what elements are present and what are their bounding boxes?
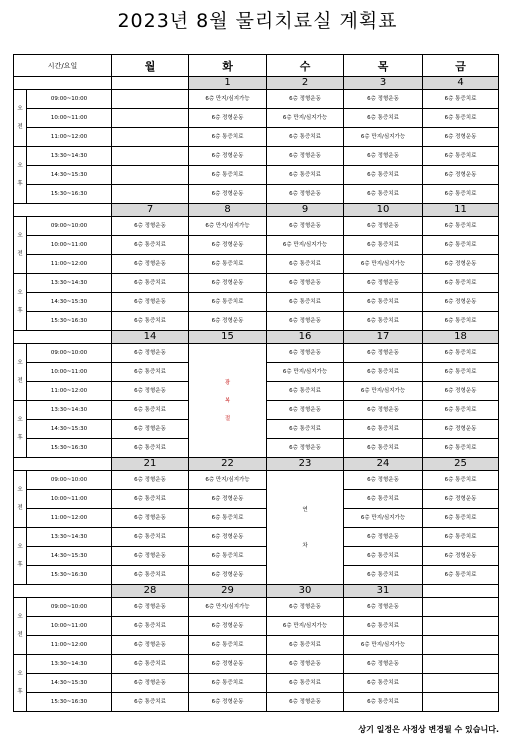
time-slot-label: 15:30~16:30 [27, 185, 112, 204]
table-row [14, 109, 499, 128]
schedule-cell: 6층 통증치료 [344, 547, 423, 566]
date-cell: 2 [267, 77, 344, 90]
schedule-cell: 6층 통증치료 [112, 236, 189, 255]
schedule-cell: 6층 정형운동 [112, 344, 189, 363]
schedule-cell: 6층 통증치료 [112, 566, 189, 585]
time-slot-label: 15:30~16:30 [27, 566, 112, 585]
schedule-cell: 6층 통증치료 [423, 344, 499, 363]
table-row [14, 636, 499, 655]
date-cell: 17 [344, 331, 423, 344]
schedule-cell: 6층 통증치료 [267, 420, 344, 439]
schedule-cell: 6층 통증치료 [344, 293, 423, 312]
schedule-cell: 6층 통증치료 [344, 312, 423, 331]
table-row [14, 90, 499, 109]
table-row [14, 509, 499, 528]
day-header: 수 [267, 55, 344, 77]
header-row [14, 55, 499, 77]
am-label: 오 전 [14, 217, 27, 274]
date-cell: 3 [344, 77, 423, 90]
schedule-cell: 6층 만지/심지가능 [189, 598, 267, 617]
schedule-cell: 6층 통증치료 [344, 566, 423, 585]
schedule-cell: 6층 통증치료 [189, 547, 267, 566]
date-cell: 7 [112, 204, 189, 217]
schedule-cell: 6층 만지/심지가능 [344, 636, 423, 655]
schedule-cell: 6층 통증치료 [189, 166, 267, 185]
schedule-cell: 6층 정형운동 [189, 312, 267, 331]
date-cell: 30 [267, 585, 344, 598]
schedule-cell: 6층 정형운동 [423, 382, 499, 401]
schedule-cell: 6층 정형운동 [344, 598, 423, 617]
schedule-cell: 6층 통증치료 [112, 617, 189, 636]
time-slot-label: 14:30~15:30 [27, 420, 112, 439]
date-row [14, 458, 499, 471]
am-label: 오 전 [14, 471, 27, 528]
schedule-cell: 6층 통증치료 [423, 90, 499, 109]
schedule-cell: 6층 만지/심지가능 [344, 382, 423, 401]
schedule-cell: 6층 정형운동 [189, 274, 267, 293]
schedule-cell: 6층 통증치료 [344, 617, 423, 636]
time-day-header: 시간/요일 [14, 55, 112, 77]
schedule-cell: 6층 정형운동 [344, 90, 423, 109]
schedule-cell [423, 598, 499, 617]
pm-label: 오 후 [14, 528, 27, 585]
day-header: 금 [423, 55, 499, 77]
schedule-cell: 6층 통증치료 [423, 185, 499, 204]
schedule-cell: 6층 통증치료 [344, 109, 423, 128]
schedule-cell: 6층 정형운동 [189, 147, 267, 166]
pm-label: 오 후 [14, 401, 27, 458]
day-header: 월 [112, 55, 189, 77]
time-slot-label: 10:00~11:00 [27, 236, 112, 255]
table-row [14, 166, 499, 185]
date-cell: 15 [189, 331, 267, 344]
schedule-cell: 6층 통증치료 [112, 312, 189, 331]
schedule-cell: 6층 통증치료 [423, 217, 499, 236]
schedule-cell: 6층 통증치료 [189, 636, 267, 655]
time-slot-label: 11:00~12:00 [27, 128, 112, 147]
schedule-cell: 6층 통증치료 [423, 109, 499, 128]
time-slot-label: 15:30~16:30 [27, 312, 112, 331]
schedule-cell: 6층 만지/심지가능 [189, 471, 267, 490]
schedule-cell [112, 128, 189, 147]
schedule-cell: 6층 정형운동 [189, 185, 267, 204]
schedule-cell: 6층 통증치료 [112, 693, 189, 712]
schedule-cell [112, 185, 189, 204]
schedule-cell: 6층 정형운동 [267, 598, 344, 617]
schedule-cell: 6층 만지/심지가능 [189, 217, 267, 236]
schedule-cell [112, 109, 189, 128]
time-slot-label: 10:00~11:00 [27, 109, 112, 128]
table-row [14, 566, 499, 585]
table-row [14, 471, 499, 490]
schedule-cell: 6층 정형운동 [344, 344, 423, 363]
table-row [14, 344, 499, 363]
schedule-cell: 6층 통증치료 [344, 185, 423, 204]
date-cell: 10 [344, 204, 423, 217]
schedule-cell: 6층 통증치료 [112, 655, 189, 674]
schedule-cell: 6층 정형운동 [423, 255, 499, 274]
schedule-cell: 6층 정형운동 [189, 693, 267, 712]
table-row [14, 490, 499, 509]
schedule-cell: 6층 통증치료 [189, 509, 267, 528]
table-row [14, 185, 499, 204]
date-cell: 29 [189, 585, 267, 598]
schedule-cell: 6층 통증치료 [423, 509, 499, 528]
schedule-cell: 6층 정형운동 [267, 439, 344, 458]
schedule-cell: 6층 정형운동 [267, 344, 344, 363]
time-slot-label: 09:00~10:00 [27, 471, 112, 490]
schedule-cell: 6층 통증치료 [112, 439, 189, 458]
schedule-cell [423, 674, 499, 693]
holiday-cell: 광 복 절 [189, 344, 267, 458]
schedule-cell: 6층 통증치료 [189, 128, 267, 147]
time-slot-label: 11:00~12:00 [27, 382, 112, 401]
schedule-cell: 6층 통증치료 [267, 166, 344, 185]
schedule-cell: 6층 통증치료 [344, 363, 423, 382]
schedule-cell: 6층 통증치료 [267, 636, 344, 655]
time-slot-label: 09:00~10:00 [27, 344, 112, 363]
time-slot-label: 15:30~16:30 [27, 439, 112, 458]
schedule-cell: 6층 만지/심지가능 [344, 128, 423, 147]
am-label: 오 전 [14, 598, 27, 655]
holiday-cell: 연 차 [267, 471, 344, 585]
date-cell: 8 [189, 204, 267, 217]
date-cell: 9 [267, 204, 344, 217]
schedule-cell: 6층 정형운동 [267, 655, 344, 674]
time-slot-label: 14:30~15:30 [27, 293, 112, 312]
table-row [14, 128, 499, 147]
schedule-cell: 6층 정형운동 [189, 528, 267, 547]
schedule-cell: 6층 만지/심지가능 [267, 363, 344, 382]
table-row [14, 274, 499, 293]
time-slot-label: 11:00~12:00 [27, 509, 112, 528]
schedule-cell: 6층 통증치료 [267, 255, 344, 274]
time-slot-label: 15:30~16:30 [27, 693, 112, 712]
am-label: 오 전 [14, 90, 27, 147]
schedule-cell: 6층 통증치료 [189, 255, 267, 274]
time-slot-label: 14:30~15:30 [27, 674, 112, 693]
schedule-cell: 6층 정형운동 [112, 471, 189, 490]
date-row [14, 585, 499, 598]
schedule-cell: 6층 정형운동 [267, 312, 344, 331]
date-cell: 22 [189, 458, 267, 471]
schedule-cell: 6층 정형운동 [423, 128, 499, 147]
schedule-cell: 6층 통증치료 [423, 471, 499, 490]
schedule-cell: 6층 정형운동 [112, 382, 189, 401]
date-row-spacer [14, 458, 112, 471]
schedule-cell: 6층 통증치료 [189, 674, 267, 693]
schedule-cell: 6층 통증치료 [267, 293, 344, 312]
schedule-cell: 6층 통증치료 [423, 363, 499, 382]
schedule-cell: 6층 통증치료 [344, 490, 423, 509]
schedule-cell: 6층 정형운동 [189, 109, 267, 128]
schedule-cell: 6층 통증치료 [112, 401, 189, 420]
schedule-cell: 6층 통증치료 [189, 293, 267, 312]
schedule-cell: 6층 통증치료 [344, 420, 423, 439]
schedule-cell: 6층 정형운동 [267, 90, 344, 109]
schedule-cell: 6층 정형운동 [267, 274, 344, 293]
time-slot-label: 11:00~12:00 [27, 255, 112, 274]
table-row [14, 617, 499, 636]
schedule-cell: 6층 통증치료 [112, 274, 189, 293]
schedule-cell: 6층 정형운동 [344, 655, 423, 674]
time-slot-label: 10:00~11:00 [27, 490, 112, 509]
schedule-cell: 6층 통증치료 [344, 166, 423, 185]
schedule-cell: 6층 통증치료 [423, 312, 499, 331]
schedule-cell: 6층 만지/심지가능 [267, 617, 344, 636]
schedule-cell: 6층 정형운동 [344, 528, 423, 547]
schedule-cell: 6층 정형운동 [112, 636, 189, 655]
schedule-cell: 6층 정형운동 [112, 293, 189, 312]
time-slot-label: 13:30~14:30 [27, 528, 112, 547]
schedule-cell: 6층 정형운동 [344, 471, 423, 490]
date-row-spacer [14, 204, 112, 217]
schedule-cell: 6층 정형운동 [112, 598, 189, 617]
schedule-cell: 6층 정형운동 [189, 490, 267, 509]
date-row [14, 204, 499, 217]
schedule-table [13, 54, 499, 712]
schedule-cell [112, 147, 189, 166]
date-row-spacer [14, 331, 112, 344]
schedule-cell [423, 693, 499, 712]
schedule-cell [423, 617, 499, 636]
schedule-cell: 6층 만지/심지가능 [189, 90, 267, 109]
date-row-spacer [14, 585, 112, 598]
schedule-cell: 6층 정형운동 [344, 274, 423, 293]
time-slot-label: 10:00~11:00 [27, 363, 112, 382]
date-cell: 4 [423, 77, 499, 90]
date-cell: 1 [189, 77, 267, 90]
page-title: 2023년 8월 물리치료실 계획표 [117, 10, 398, 32]
table-row [14, 655, 499, 674]
schedule-cell: 6층 정형운동 [112, 509, 189, 528]
date-row-spacer [14, 77, 112, 90]
schedule-cell: 6층 정형운동 [267, 147, 344, 166]
date-cell: 18 [423, 331, 499, 344]
pm-label: 오 후 [14, 274, 27, 331]
schedule-cell: 6층 정형운동 [112, 547, 189, 566]
time-slot-label: 13:30~14:30 [27, 655, 112, 674]
date-cell: 28 [112, 585, 189, 598]
table-row [14, 147, 499, 166]
date-cell: 16 [267, 331, 344, 344]
day-header: 화 [189, 55, 267, 77]
date-row [14, 331, 499, 344]
schedule-cell: 6층 정형운동 [189, 655, 267, 674]
time-slot-label: 11:00~12:00 [27, 636, 112, 655]
schedule-cell: 6층 통증치료 [112, 490, 189, 509]
am-label: 오 전 [14, 344, 27, 401]
time-slot-label: 09:00~10:00 [27, 598, 112, 617]
schedule-cell: 6층 정형운동 [267, 401, 344, 420]
schedule-cell: 6층 정형운동 [112, 674, 189, 693]
table-row [14, 693, 499, 712]
time-slot-label: 10:00~11:00 [27, 617, 112, 636]
schedule-cell: 6층 정형운동 [423, 293, 499, 312]
date-cell: 24 [344, 458, 423, 471]
schedule-cell: 6층 통증치료 [423, 439, 499, 458]
schedule-cell: 6층 정형운동 [267, 693, 344, 712]
footer-note: 상기 일정은 사정상 변경될 수 있습니다. [358, 725, 499, 734]
schedule-body [14, 77, 499, 712]
schedule-cell [112, 90, 189, 109]
schedule-cell: 6층 만지/심지가능 [344, 509, 423, 528]
schedule-cell: 6층 정형운동 [189, 617, 267, 636]
schedule-cell: 6층 통증치료 [423, 147, 499, 166]
schedule-cell: 6층 정형운동 [112, 255, 189, 274]
pm-label: 오 후 [14, 655, 27, 712]
schedule-cell: 6층 정형운동 [344, 217, 423, 236]
table-row [14, 255, 499, 274]
time-slot-label: 14:30~15:30 [27, 547, 112, 566]
schedule-cell: 6층 정형운동 [423, 166, 499, 185]
date-cell: 25 [423, 458, 499, 471]
schedule-cell [112, 166, 189, 185]
schedule-cell: 6층 통증치료 [112, 528, 189, 547]
schedule-cell: 6층 통증치료 [423, 236, 499, 255]
date-cell: 21 [112, 458, 189, 471]
schedule-cell: 6층 정형운동 [267, 185, 344, 204]
date-cell: 11 [423, 204, 499, 217]
schedule-cell: 6층 통증치료 [267, 128, 344, 147]
schedule-cell: 6층 통증치료 [423, 274, 499, 293]
schedule-cell: 6층 통증치료 [423, 566, 499, 585]
table-row [14, 293, 499, 312]
schedule-cell: 6층 정형운동 [423, 547, 499, 566]
schedule-cell: 6층 정형운동 [112, 217, 189, 236]
schedule-cell: 6층 정형운동 [423, 490, 499, 509]
schedule-cell: 6층 정형운동 [189, 236, 267, 255]
schedule-cell: 6층 만지/심지가능 [267, 109, 344, 128]
date-cell [423, 585, 499, 598]
date-cell [112, 77, 189, 90]
table-row [14, 547, 499, 566]
schedule-cell: 6층 통증치료 [344, 693, 423, 712]
table-row [14, 528, 499, 547]
schedule-cell: 6층 통증치료 [423, 401, 499, 420]
time-slot-label: 09:00~10:00 [27, 90, 112, 109]
day-header: 목 [344, 55, 423, 77]
table-row [14, 674, 499, 693]
schedule-cell: 6층 만지/심지가능 [344, 255, 423, 274]
schedule-cell: 6층 정형운동 [423, 420, 499, 439]
schedule-cell [423, 655, 499, 674]
schedule-cell [423, 636, 499, 655]
time-slot-label: 14:30~15:30 [27, 166, 112, 185]
table-row [14, 236, 499, 255]
schedule-cell: 6층 정형운동 [344, 401, 423, 420]
time-slot-label: 13:30~14:30 [27, 274, 112, 293]
date-cell: 14 [112, 331, 189, 344]
date-row [14, 77, 499, 90]
schedule-cell: 6층 정형운동 [267, 217, 344, 236]
schedule-cell: 6층 통증치료 [344, 674, 423, 693]
schedule-cell: 6층 통증치료 [344, 236, 423, 255]
schedule-cell: 6층 통증치료 [267, 674, 344, 693]
date-cell: 23 [267, 458, 344, 471]
schedule-cell: 6층 정형운동 [112, 420, 189, 439]
schedule-cell: 6층 만지/심지가능 [267, 236, 344, 255]
schedule-cell: 6층 정형운동 [189, 566, 267, 585]
schedule-cell: 6층 통증치료 [112, 363, 189, 382]
schedule-cell: 6층 통증치료 [267, 382, 344, 401]
schedule-cell: 6층 통증치료 [423, 528, 499, 547]
time-slot-label: 09:00~10:00 [27, 217, 112, 236]
time-slot-label: 13:30~14:30 [27, 401, 112, 420]
table-row [14, 217, 499, 236]
schedule-cell: 6층 정형운동 [344, 147, 423, 166]
time-slot-label: 13:30~14:30 [27, 147, 112, 166]
table-row [14, 312, 499, 331]
table-row [14, 598, 499, 617]
schedule-cell: 6층 통증치료 [344, 439, 423, 458]
date-cell: 31 [344, 585, 423, 598]
pm-label: 오 후 [14, 147, 27, 204]
